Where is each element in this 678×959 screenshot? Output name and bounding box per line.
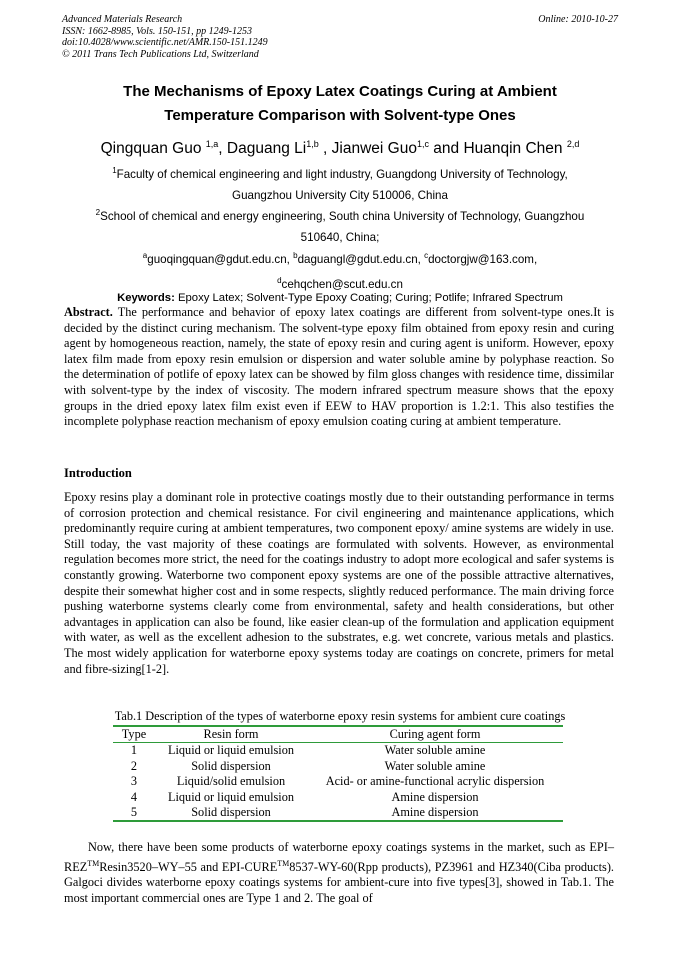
affiliation-1-sup: 1 (112, 166, 117, 175)
author-name: Jianwei Guo (331, 140, 417, 158)
table-cell: Solid dispersion (155, 805, 307, 821)
introduction-heading: Introduction (64, 466, 132, 480)
author-separator: , (218, 140, 227, 158)
abstract-text: The performance and behavior of epoxy latex coatings are different from solvent-type ones.It is decided by the distinct curing mechanism. The solvent-type epoxy film obtained from epoxy resin and curing agent by homogeneous reaction, namely, the state of epoxy resin and curing agent is uniform. However, epoxy latex film made from epoxy resin emulsion or dispersion and water soluble amine by polyphase reaction. So the determination of potlife of epoxy latex can be showed by film gloss changes with residence time, dissimilar with solvent-type by the index of viscosity. The modern infrared spectrum measure shows that the epoxy groups in the dried epoxy latex film exist even if EEW to HAV proportion is 1.2:1. This also testifies the incomplete polyphase reaction mechanism of epoxy emulsion coating curing at ambient temperature. (64, 305, 614, 429)
abstract-label: Abstract. (64, 305, 113, 319)
abstract (64, 305, 614, 430)
author-sup: 1,a (205, 139, 219, 149)
email-c[interactable]: doctorgjw@163.com, (428, 252, 538, 266)
final-text-1: Now, there have been some products of waterborne epoxy coatings systems in the market, such as EPI–REZ (64, 840, 614, 874)
author-name: Huanqin Chen (463, 140, 567, 158)
final-text-3: 8537-WY-60(Rpp products), PZ3961 and HZ340(Ciba products). Galgoci divides waterborne epoxy coatings systems for ambient-cure into five types[3], showed in Tab.1. The most important commercial ones are Type 1 and 2. The goal of (64, 859, 614, 905)
table-cell: Amine dispersion (391, 789, 479, 804)
email-b-sup: b (293, 251, 298, 260)
journal-header (62, 14, 618, 60)
table-header-cell: Curing agent form (307, 726, 563, 743)
author-sup: 1,b (306, 139, 319, 149)
table-row (113, 759, 563, 774)
table-header-cell: Resin form (155, 726, 307, 743)
email-block (62, 245, 618, 296)
affiliation-1-text: Faculty of chemical engineering and light industry, Guangdong University of Technology, (116, 167, 568, 181)
affiliation-1 (62, 160, 618, 207)
doi-line: doi:10.4028/www.scientific.net/AMR.150-151.1249 (62, 37, 268, 48)
online-date: Online: 2010-10-27 (538, 14, 618, 25)
final-paragraph (64, 840, 614, 906)
trademark-2: TM (277, 858, 290, 868)
affiliation-2-line-2: 510640, China; (300, 231, 380, 245)
paper-title (62, 80, 618, 128)
table-header-cell: Type (113, 726, 155, 743)
email-a[interactable]: guoqingquan@gdut.edu.cn, (147, 252, 294, 266)
final-text-2: Resin3520–WY–55 and EPI-CURE (99, 859, 278, 874)
table-cell: 4 (130, 789, 138, 804)
table-cell: Water soluble amine (384, 743, 486, 758)
copyright-line: © 2011 Trans Tech Publications Ltd, Switzerland (62, 48, 259, 60)
table-cell: Solid dispersion (191, 758, 271, 773)
email-d[interactable]: cehqchen@scut.edu.cn (281, 278, 403, 292)
title-line-2: Temperature Comparison with Solvent-type Ones (164, 107, 516, 124)
table-cell: Liquid or liquid emulsion (167, 789, 295, 804)
email-b[interactable]: daguangl@gdut.edu.cn, (297, 252, 425, 266)
keywords (62, 290, 618, 306)
email-line-1 (62, 245, 618, 270)
table-row (113, 743, 563, 759)
email-d-sup: d (277, 276, 282, 286)
journal-name: Advanced Materials Research (62, 14, 183, 25)
author-separator: and (428, 140, 464, 158)
author-sup: 1,c (416, 139, 429, 149)
table-cell: 2 (130, 758, 138, 773)
email-a-sup: a (142, 251, 148, 260)
keywords-label: Keywords: (117, 292, 175, 304)
table-header-row (113, 726, 563, 743)
introduction-paragraph: Epoxy resins play a dominant role in protective coatings mostly due to their outstanding performance in terms of corrosion protection and chemical resistance. For civil engineering and maintenance applications, which predominantly require curing at ambient temperatures, two component epoxy/ amine systems are widely in use. Still today, the vast majority of these coatings are formulated with solvents. However, as environmental regulation becomes more strict, the need for the coatings industry to adopt more ecological and safer systems is constantly growing. Waterborne two component epoxy systems are one of the possible attractive alternatives, despite their somewhat higher cost and in some respects, slightly reduced performance. The main driving force pushing waterborne systems clearly come from environmental, safety and health considerations, but other advantages in application can also be found, like easier clean-up of the formulation and application equipment with water, as well as the excellent adhesion to the substrates, e.g. wet concrete, various metals and plastics. The most widely application for waterborne epoxy systems today are coatings on concrete, primers for metal and fibre-sizing[1-2]. (64, 490, 614, 676)
table-cell: 1 (130, 743, 138, 758)
trademark-1: TM (87, 858, 100, 868)
author-list (62, 134, 618, 159)
author-name: Qingquan Guo (100, 140, 206, 158)
table-cell: Liquid/solid emulsion (176, 774, 286, 789)
affiliation-1-line-2: Guangzhou University City 510006, China (232, 189, 448, 203)
title-line-1: The Mechanisms of Epoxy Latex Coatings Curing at Ambient (123, 83, 557, 100)
resin-systems-table (113, 725, 563, 822)
table-cell: 5 (113, 805, 155, 821)
affiliation-2-line-1 (62, 202, 618, 227)
affiliation-2-text: School of chemical and energy engineering, South china University of Technology, Guangzhou (100, 209, 585, 223)
affiliation-1-line-1 (62, 160, 618, 185)
affiliation-2-sup: 2 (95, 208, 101, 217)
affiliation-2 (62, 202, 618, 249)
author-sup: 2,d (566, 139, 580, 149)
table-cell: Amine dispersion (307, 805, 563, 821)
table-cell: Liquid or liquid emulsion (167, 743, 295, 758)
table-row (113, 790, 563, 805)
table-cell: 3 (130, 774, 138, 789)
table-cell: Acid- or amine-functional acrylic dispersion (325, 774, 545, 789)
table-row (113, 774, 563, 789)
issn-line: ISSN: 1662-8985, Vols. 150-151, pp 1249-1253 (62, 25, 252, 37)
table-cell: Water soluble amine (384, 758, 486, 773)
keywords-text: Epoxy Latex; Solvent-Type Epoxy Coating; Curing; Potlife; Infrared Spectrum (174, 292, 563, 304)
author-separator: , (318, 140, 332, 158)
table-caption: Tab.1 Description of the types of waterborne epoxy resin systems for ambient cure coatings (114, 709, 566, 723)
table-row (113, 805, 563, 821)
email-c-sup: c (424, 251, 429, 260)
author-name: Daguang Li (226, 140, 307, 158)
